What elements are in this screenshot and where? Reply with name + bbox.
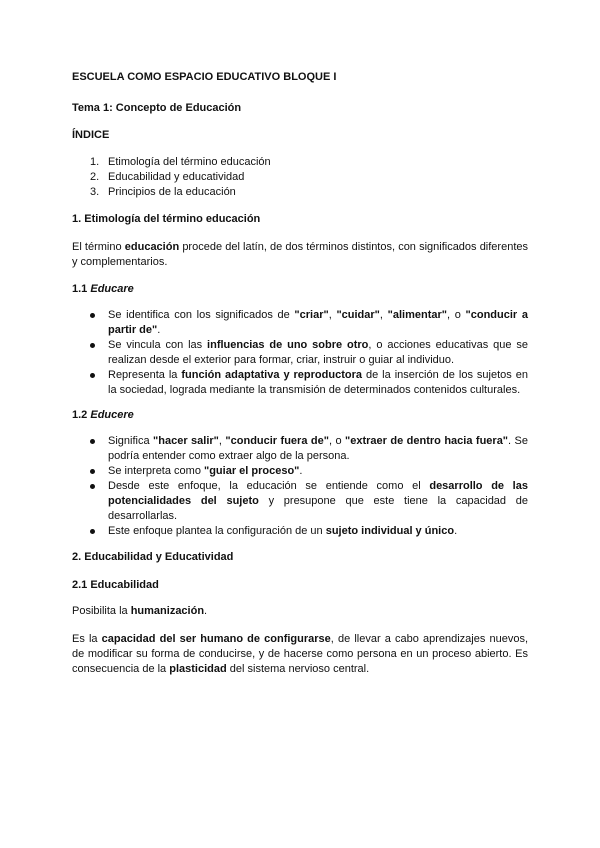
- indice-num: 2.: [90, 171, 100, 183]
- list-item: Representa la función adaptativa y reproductora de la inserción de los sujetos en la sociedad, lograda mediante la transmisión de determinados contenidos culturales.: [90, 368, 528, 398]
- indice-label: Etimología del término educación: [108, 156, 271, 168]
- section2-paragraph-1: Posibilita la humanización.: [72, 605, 208, 617]
- list-item: Significa "hacer salir", "conducir fuera de", o "extraer de dentro hacia fuera". Se podría entender como extraer algo de la persona.: [90, 434, 528, 464]
- indice-item: [90, 155, 271, 170]
- sub12-heading: 1.2 Educere: [72, 409, 134, 421]
- indice-list: [90, 155, 271, 200]
- list-item: Se identifica con los significados de "criar", "cuidar", "alimentar", o "conducir a partir de".: [90, 308, 528, 338]
- indice-label: Principios de la educación: [108, 186, 236, 198]
- section1-paragraph: El término educación procede del latín, de dos términos distintos, con significados diferentes y complementarios.: [72, 241, 529, 268]
- bullet-icon: [90, 469, 95, 474]
- list-item: Se vincula con las influencias de uno sobre otro, o acciones educativas que se realizan desde el exterior para formar, criar, instruir o guiar al individuo.: [90, 338, 528, 368]
- bullet-icon: [90, 373, 95, 378]
- indice-label: Educabilidad y educatividad: [108, 171, 245, 183]
- sub11-heading: 1.1 Educare: [72, 283, 134, 295]
- indice-item: [90, 170, 271, 185]
- section2-heading: 2. Educabilidad y Educatividad: [72, 551, 234, 563]
- document-title: ESCUELA COMO ESPACIO EDUCATIVO BLOQUE I: [72, 71, 337, 83]
- indice-item: [90, 185, 271, 200]
- sub12-list: [90, 434, 528, 539]
- section2-paragraph-2: Es la capacidad del ser humano de configurarse, de llevar a cabo aprendizajes nuevos, de modificar su forma de conducirse, y de hacerse como persona en un proceso abierto. Es consecuencia de la plasticidad del sistema nervioso central.: [72, 633, 529, 675]
- list-item: Se interpreta como "guiar el proceso".: [90, 464, 528, 479]
- bullet-icon: [90, 313, 95, 318]
- sub11-list: [90, 308, 528, 398]
- indice-heading: ÍNDICE: [72, 129, 110, 141]
- indice-num: 1.: [90, 156, 100, 168]
- list-item: Desde este enfoque, la educación se entiende como el desarrollo de las potencialidades del sujeto y presupone que este tiene la capacidad de desarrollarlas.: [90, 479, 528, 524]
- bullet-icon: [90, 439, 95, 444]
- sub21-heading: 2.1 Educabilidad: [72, 579, 159, 591]
- bullet-icon: [90, 529, 95, 534]
- tema-heading: Tema 1: Concepto de Educación: [72, 102, 242, 114]
- section1-heading: 1. Etimología del término educación: [72, 213, 261, 225]
- list-item: Este enfoque plantea la configuración de un sujeto individual y único.: [90, 524, 528, 539]
- bullet-icon: [90, 484, 95, 489]
- bullet-icon: [90, 343, 95, 348]
- indice-num: 3.: [90, 186, 100, 198]
